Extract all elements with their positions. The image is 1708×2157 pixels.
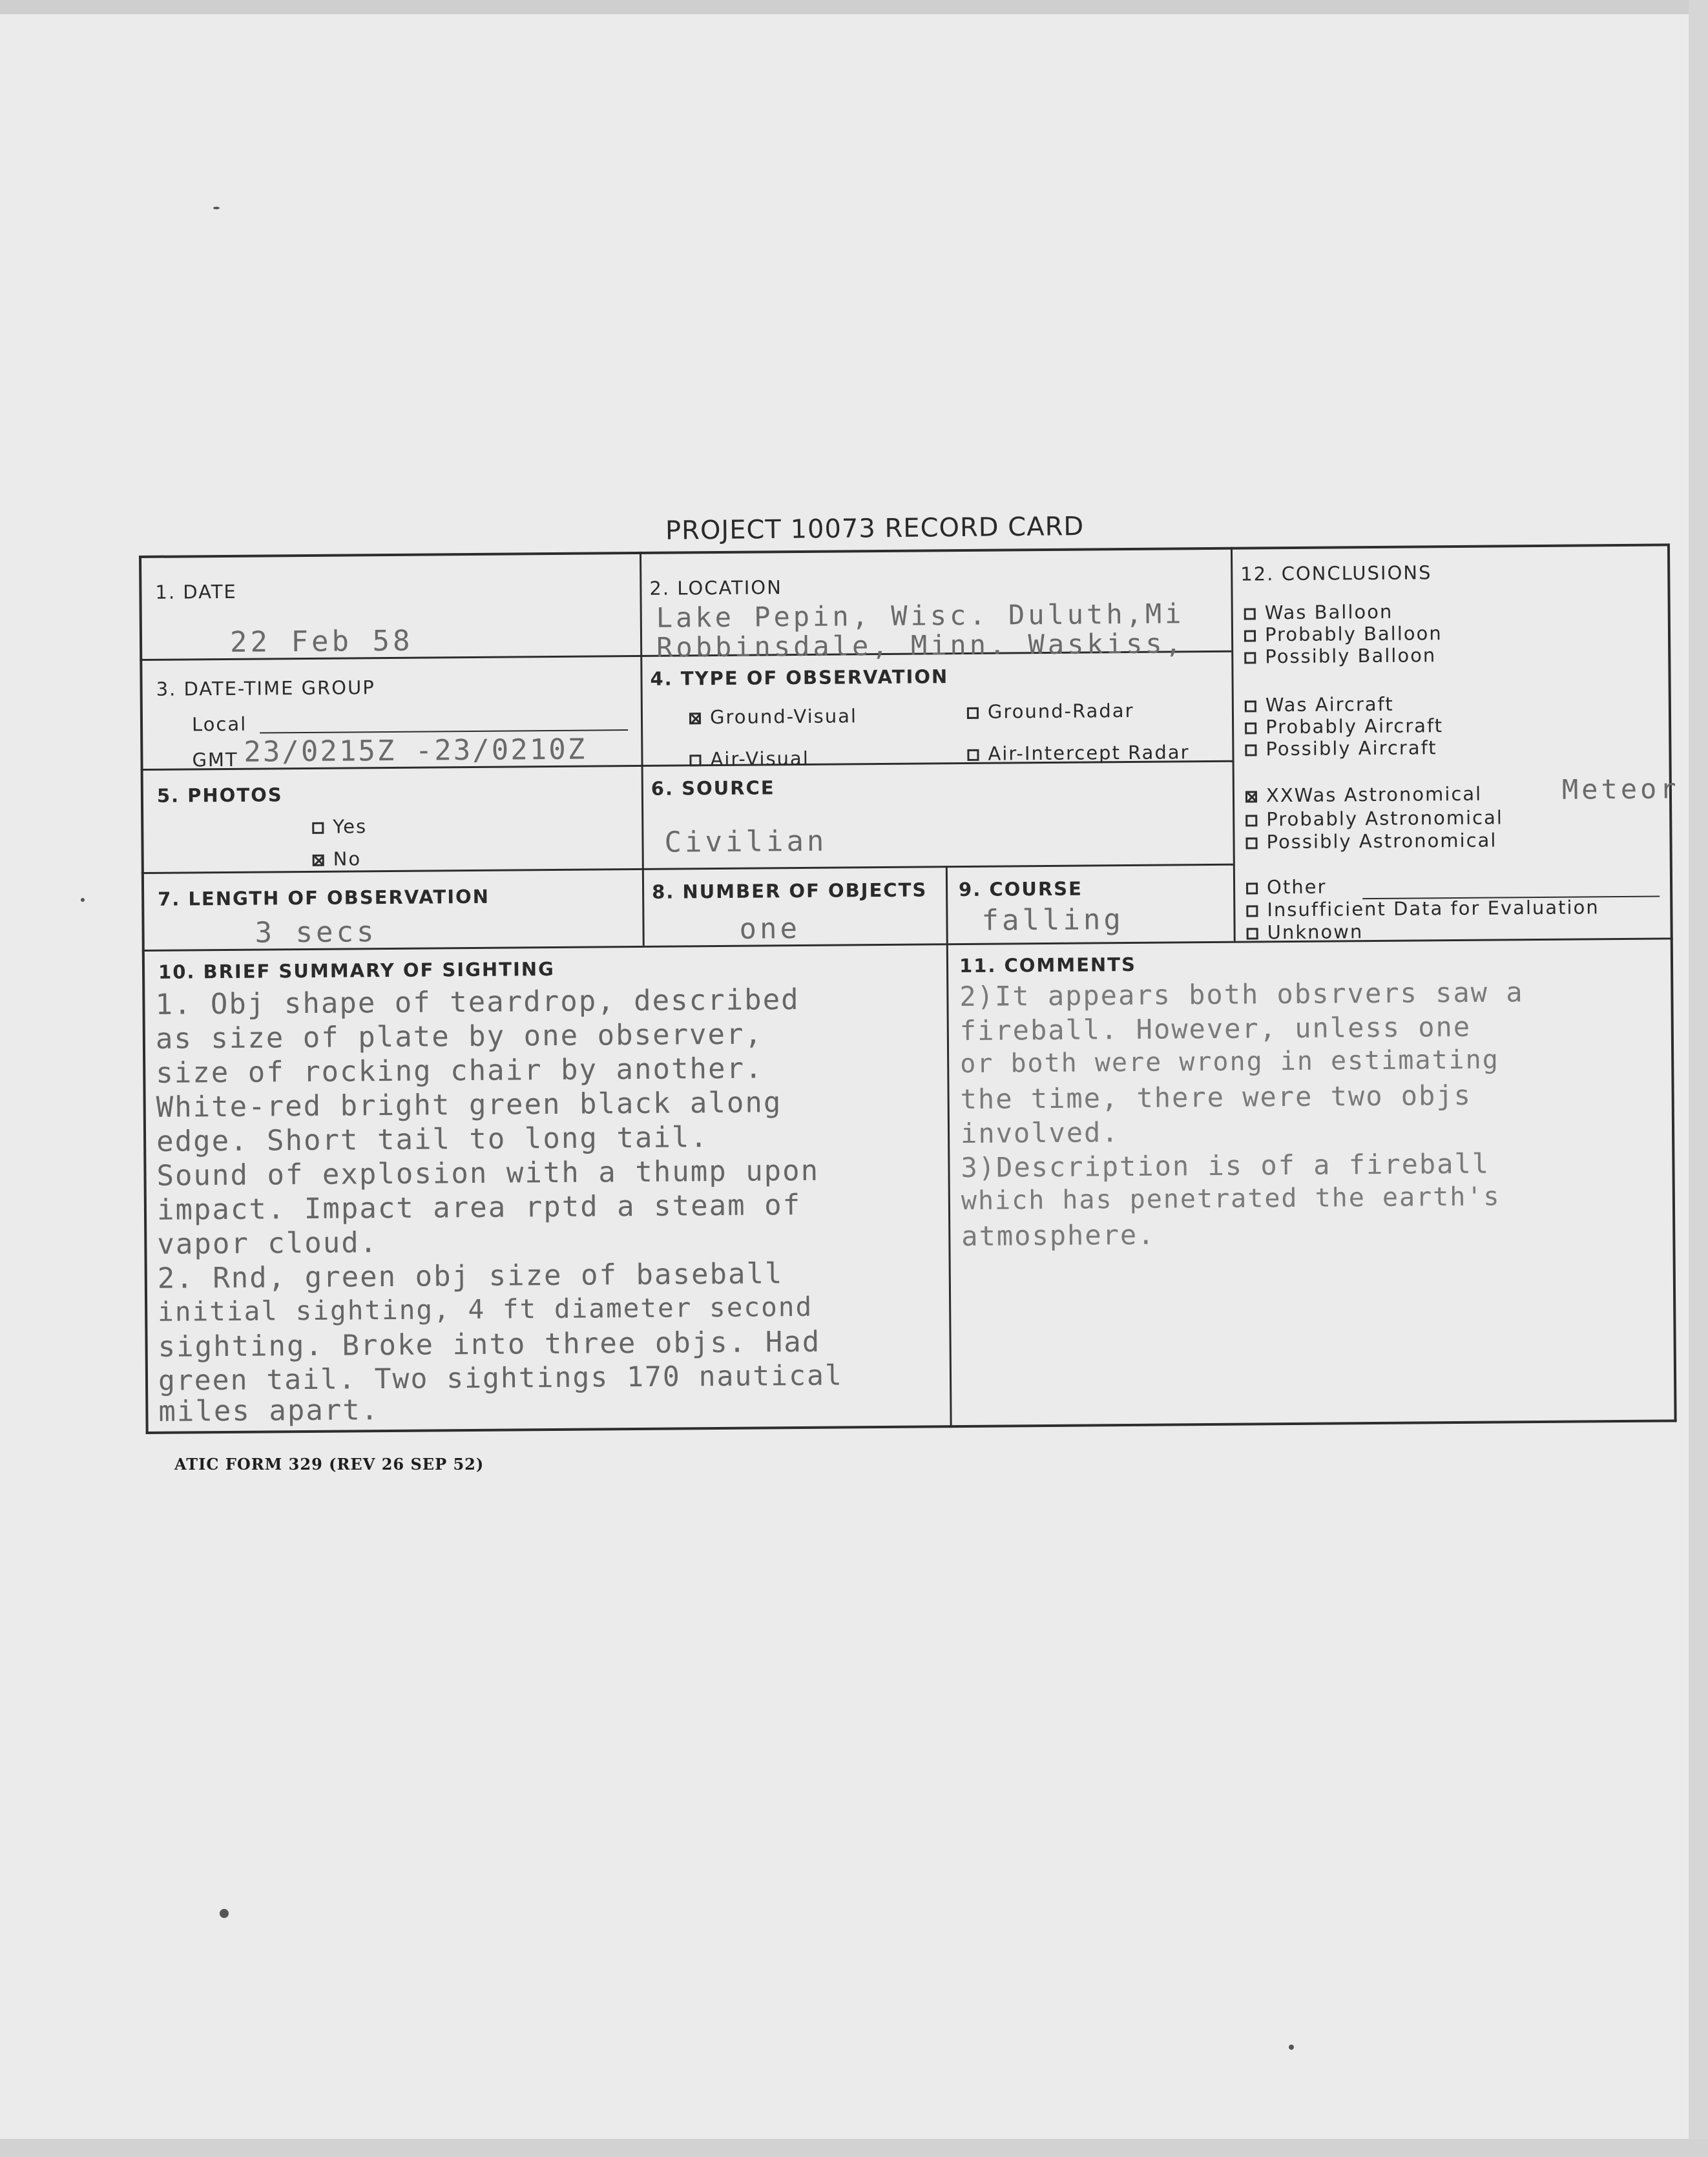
summary-line: initial sighting, 4 ft diameter second: [158, 1291, 813, 1328]
checkbox-empty-icon: [967, 749, 979, 761]
summary-line: Sound of explosion with a thump upon: [156, 1154, 820, 1193]
divider-v-summary: [946, 943, 952, 1428]
checkbox-empty-icon: [1244, 652, 1256, 663]
location-line-1: Lake Pepin, Wisc. Duluth,Mi: [656, 598, 1185, 634]
location-label: 2. LOCATION: [649, 576, 783, 599]
card-border-left: [139, 556, 149, 1434]
record-card: [139, 543, 1680, 1434]
dust-speck: [1289, 2045, 1294, 2050]
summary-line: size of rocking chair by another.: [156, 1052, 764, 1090]
divider-h-photos: [141, 864, 1233, 874]
conclusion-was-astronomical: XXWas Astronomical: [1245, 783, 1482, 807]
conclusion-possibly-aircraft: Possibly Aircraft: [1245, 736, 1437, 760]
conclusion-was-aircraft: Was Aircraft: [1245, 693, 1394, 716]
checkbox-checked-icon: [689, 713, 701, 724]
source-label: 6. SOURCE: [651, 776, 775, 800]
divider-v-course: [946, 866, 948, 943]
conclusion-unknown: Unknown: [1247, 921, 1364, 943]
summary-line: as size of plate by one observer,: [155, 1017, 764, 1056]
summary-line: miles apart.: [158, 1393, 380, 1428]
checkbox-empty-icon: [1245, 744, 1256, 756]
dtg-local-label: Local: [191, 713, 247, 736]
checkbox-empty-icon: [1247, 928, 1258, 939]
conclusion-meteor-note: Meteor: [1561, 773, 1680, 806]
conclusion-insufficient-data: Insufficient Data for Evaluation: [1246, 896, 1599, 921]
comments-line: involved.: [960, 1116, 1120, 1150]
dtg-gmt-value: 23/0215Z -23/0210Z: [244, 733, 587, 769]
checkbox-empty-icon: [689, 755, 701, 766]
conclusion-probably-balloon: Probably Balloon: [1244, 622, 1442, 645]
photos-label: 5. PHOTOS: [156, 784, 283, 807]
summary-label: 10. BRIEF SUMMARY OF SIGHTING: [158, 957, 555, 983]
conclusion-probably-astronomical: Probably Astronomical: [1245, 806, 1503, 830]
option-air-visual: Air-Visual: [689, 747, 809, 770]
comments-line: 3)Description is of a fireball: [961, 1147, 1490, 1184]
course-value: falling: [981, 903, 1125, 937]
checkbox-checked-icon: [1245, 791, 1257, 802]
form-number: ATIC FORM 329 (REV 26 SEP 52): [174, 1455, 484, 1474]
conclusion-other: Other: [1246, 876, 1327, 899]
length-value: 3 secs: [255, 915, 377, 950]
conclusions-label: 12. CONCLUSIONS: [1240, 561, 1432, 585]
checkbox-empty-icon: [1245, 700, 1256, 712]
checkbox-empty-icon: [1246, 882, 1258, 894]
comments-line: 2)It appears both obsrvers saw a: [959, 976, 1524, 1013]
summary-line: impact. Impact area rptd a steam of: [156, 1188, 802, 1227]
divider-v-conclusions: [1231, 547, 1236, 941]
summary-line: sighting. Broke into three objs. Had: [158, 1325, 821, 1364]
scan-border-right: [1689, 0, 1708, 2157]
comments-line: the time, there were two objs: [960, 1079, 1472, 1116]
date-label: 1. DATE: [155, 580, 237, 603]
conclusion-was-balloon: Was Balloon: [1244, 601, 1393, 624]
dust-speck: [213, 207, 220, 209]
comments-line: which has penetrated the earth's: [961, 1182, 1501, 1216]
checkbox-empty-icon: [312, 822, 324, 834]
comments-line: fireball. However, unless one: [959, 1010, 1472, 1047]
source-value: Civilian: [664, 824, 828, 859]
comments-line: or both were wrong in estimating: [960, 1045, 1500, 1079]
number-objects-value: one: [739, 912, 801, 946]
checkbox-empty-icon: [1244, 608, 1256, 620]
option-photos-yes: Yes: [312, 815, 367, 838]
scan-border-bottom: [0, 2139, 1708, 2157]
card-border-top: [139, 543, 1670, 558]
summary-line: vapor cloud.: [157, 1226, 379, 1261]
observation-type-label: 4. TYPE OF OBSERVATION: [650, 665, 949, 690]
summary-line: White-red bright green black along: [156, 1086, 782, 1124]
summary-line: 1. Obj shape of teardrop, described: [155, 983, 800, 1021]
option-ground-visual: Ground-Visual: [689, 705, 857, 728]
length-label: 7. LENGTH OF OBSERVATION: [158, 885, 490, 910]
card-border-right: [1667, 543, 1677, 1422]
dust-speck: [220, 1909, 229, 1918]
dtg-label: 3. DATE-TIME GROUP: [156, 676, 375, 700]
summary-line: 2. Rnd, green obj size of baseball: [157, 1257, 784, 1295]
divider-v-left: [640, 552, 645, 946]
checkbox-empty-icon: [1245, 815, 1257, 826]
scan-border-top: [0, 0, 1708, 14]
checkbox-empty-icon: [1245, 722, 1256, 734]
option-photos-no: No: [313, 848, 362, 870]
summary-line: green tail. Two sightings 170 nautical: [158, 1359, 843, 1397]
number-objects-label: 8. NUMBER OF OBJECTS: [651, 879, 928, 903]
option-ground-radar: Ground-Radar: [967, 700, 1134, 723]
dust-speck: [81, 898, 85, 902]
conclusion-probably-aircraft: Probably Aircraft: [1245, 714, 1443, 738]
summary-line: edge. Short tail to long tail.: [156, 1121, 709, 1158]
checkbox-empty-icon: [1245, 837, 1257, 849]
checkbox-empty-icon: [1244, 630, 1256, 641]
dtg-gmt-label: GMT: [192, 748, 238, 771]
location-line-2: Robbinsdale, Minn. Waskiss,: [656, 627, 1185, 663]
checkbox-empty-icon: [1246, 905, 1258, 917]
course-label: 9. COURSE: [958, 877, 1083, 901]
comments-line: atmosphere.: [961, 1218, 1156, 1253]
checkbox-checked-icon: [313, 855, 324, 866]
date-value: 22 Feb 58: [229, 624, 413, 659]
conclusion-possibly-astronomical: Possibly Astronomical: [1245, 829, 1497, 853]
option-air-intercept-radar: Air-Intercept Radar: [967, 741, 1189, 765]
comments-label: 11. COMMENTS: [959, 953, 1137, 977]
card-title: PROJECT 10073 RECORD CARD: [665, 511, 1085, 546]
checkbox-empty-icon: [967, 707, 979, 719]
conclusion-possibly-balloon: Possibly Balloon: [1244, 644, 1436, 667]
